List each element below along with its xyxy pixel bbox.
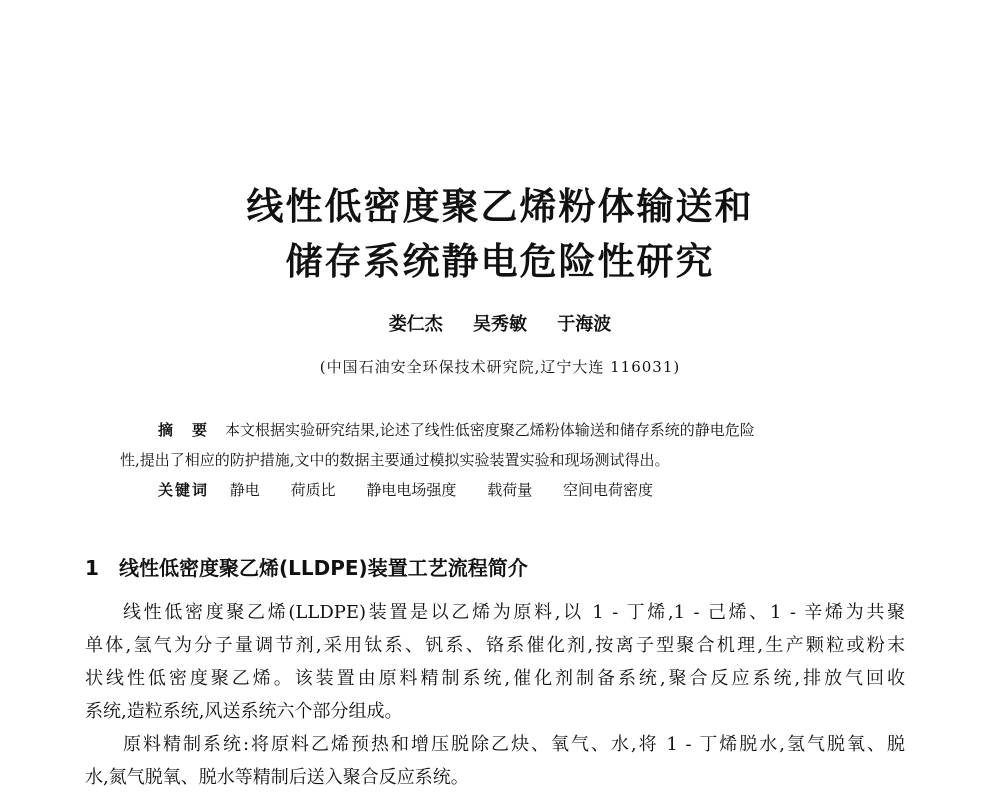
abstract-label: 摘 要: [158, 421, 210, 439]
body-p1-line-1: 线性低密度聚乙烯(LLDPE)装置是以乙烯为原料,以 1 - 丁烯,1 - 己烯、1 - 辛烯为共聚: [123, 602, 905, 623]
keyword-item: 空间电荷密度: [562, 481, 653, 499]
keyword-item: 静电: [229, 481, 260, 499]
author-list: [0, 310, 1000, 336]
section-1-heading: [85, 552, 528, 581]
author-2: 吴秀敏: [473, 314, 527, 335]
body-p2-line-2: 水,氮气脱氧、脱水等精制后送入聚合反应系统。: [85, 767, 469, 788]
author-1: 娄仁杰: [388, 314, 443, 335]
keyword-item: 荷质比: [290, 481, 336, 499]
section-number: 1: [85, 556, 99, 580]
keywords-label: 关键词: [158, 481, 210, 499]
body-p1-line-2: 单体,氢气为分子量调节剂,采用钛系、钒系、铬系催化剂,按离子型聚合机理,生产颗粒或粉末: [85, 635, 905, 656]
body-p1-line-3: 状线性低密度聚乙烯。该装置由原料精制系统,催化剂制备系统,聚合反应系统,排放气回收: [85, 668, 905, 689]
paper-title-line-1: 线性低密度聚乙烯粉体输送和: [246, 185, 754, 228]
section-title: 线性低密度聚乙烯(LLDPE)装置工艺流程简介: [119, 556, 528, 580]
abstract-line-2: 性,提出了相应的防护措施,文中的数据主要通过模拟实验装置实验和现场测试得出。: [120, 451, 670, 469]
author-3: 于海波: [557, 314, 612, 335]
affiliation: (中国石油安全环保技术研究院,辽宁大连 116031): [319, 358, 681, 376]
paper-title-line-2: 储存系统静电危险性研究: [285, 240, 715, 283]
body-p2-line-1: 原料精制系统:将原料乙烯预热和增压脱除乙炔、氧气、水,将 1 - 丁烯脱水,氢气脱氧、脱: [123, 734, 905, 755]
body-p1-line-4: 系统,造粒系统,风送系统六个部分组成。: [85, 701, 403, 722]
abstract-line-1: [120, 415, 890, 445]
keywords: [120, 475, 890, 505]
abstract-text-1: 本文根据实验研究结果,论述了线性低密度聚乙烯粉体输送和储存系统的静电危险: [225, 421, 755, 439]
keyword-item: 静电电场强度: [366, 481, 457, 499]
keyword-item: 载荷量: [487, 481, 533, 499]
